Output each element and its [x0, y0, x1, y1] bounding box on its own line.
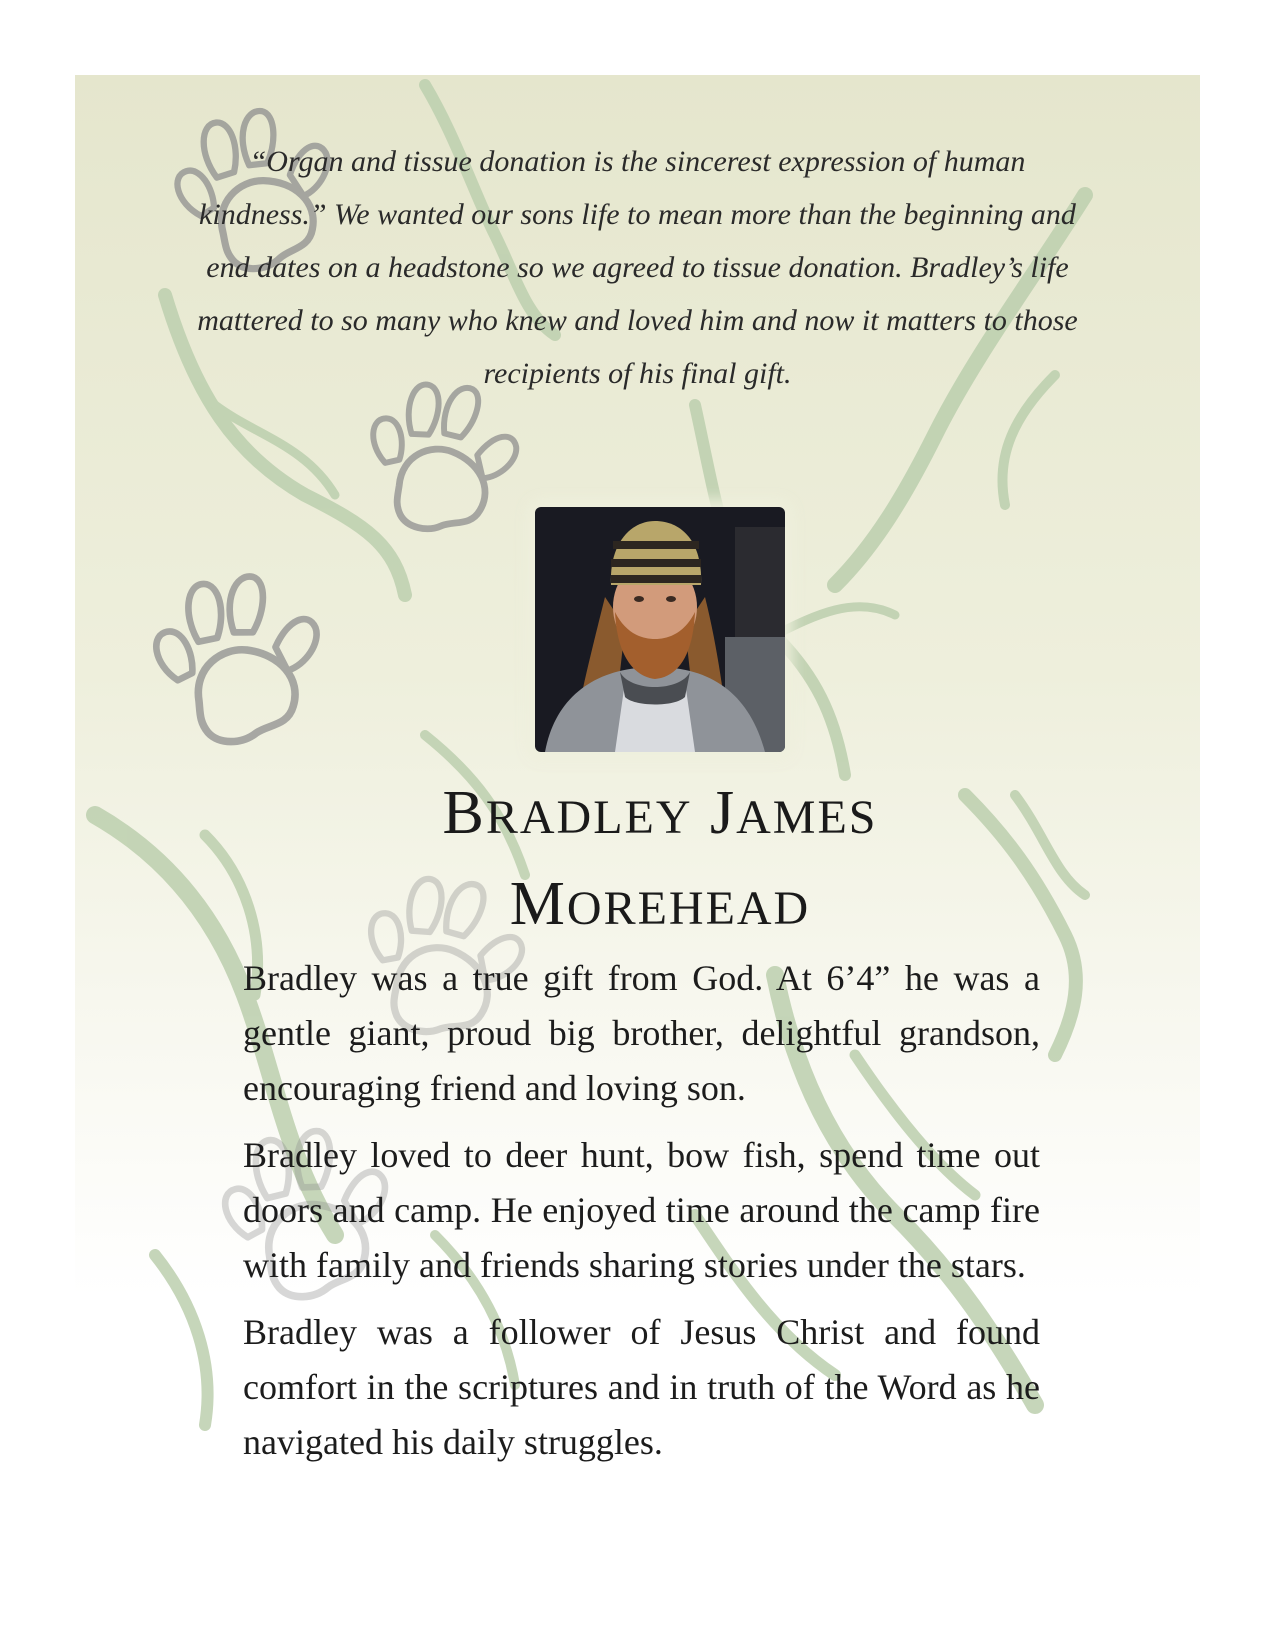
- portrait-photo: [535, 507, 785, 752]
- memorial-name: [285, 770, 1035, 952]
- paw-print-icon: [361, 376, 524, 540]
- biography: [243, 951, 1040, 1482]
- donation-quote: “Organ and tissue donation is the sincerest expression of human kindness.” We wanted our sons life to mean more than the beginning and end dates on a headstone so we agreed to tissue donation. Bradley’s life mattered to so many who knew and loved him and now it matters to those recipients of his final gift.: [197, 145, 1078, 390]
- bio-paragraph: Bradley was a follower of Jesus Christ and found comfort in the scriptures and in truth of the Word as he navigated his daily struggles.: [243, 1312, 1040, 1462]
- name-line-1: BRADLEY JAMES: [442, 779, 878, 847]
- memorial-page: [75, 75, 1200, 1565]
- bio-paragraph: Bradley was a true gift from God. At 6’4” he was a gentle giant, proud big brother, delightful grandson, encouraging friend and loving son.: [243, 958, 1040, 1108]
- bio-paragraph: Bradley loved to deer hunt, bow fish, spend time out doors and camp. He enjoyed time around the camp fire with family and friends sharing stories under the stars.: [243, 1135, 1040, 1285]
- paw-print-icon: [150, 570, 327, 748]
- name-line-2: MOREHEAD: [509, 870, 811, 938]
